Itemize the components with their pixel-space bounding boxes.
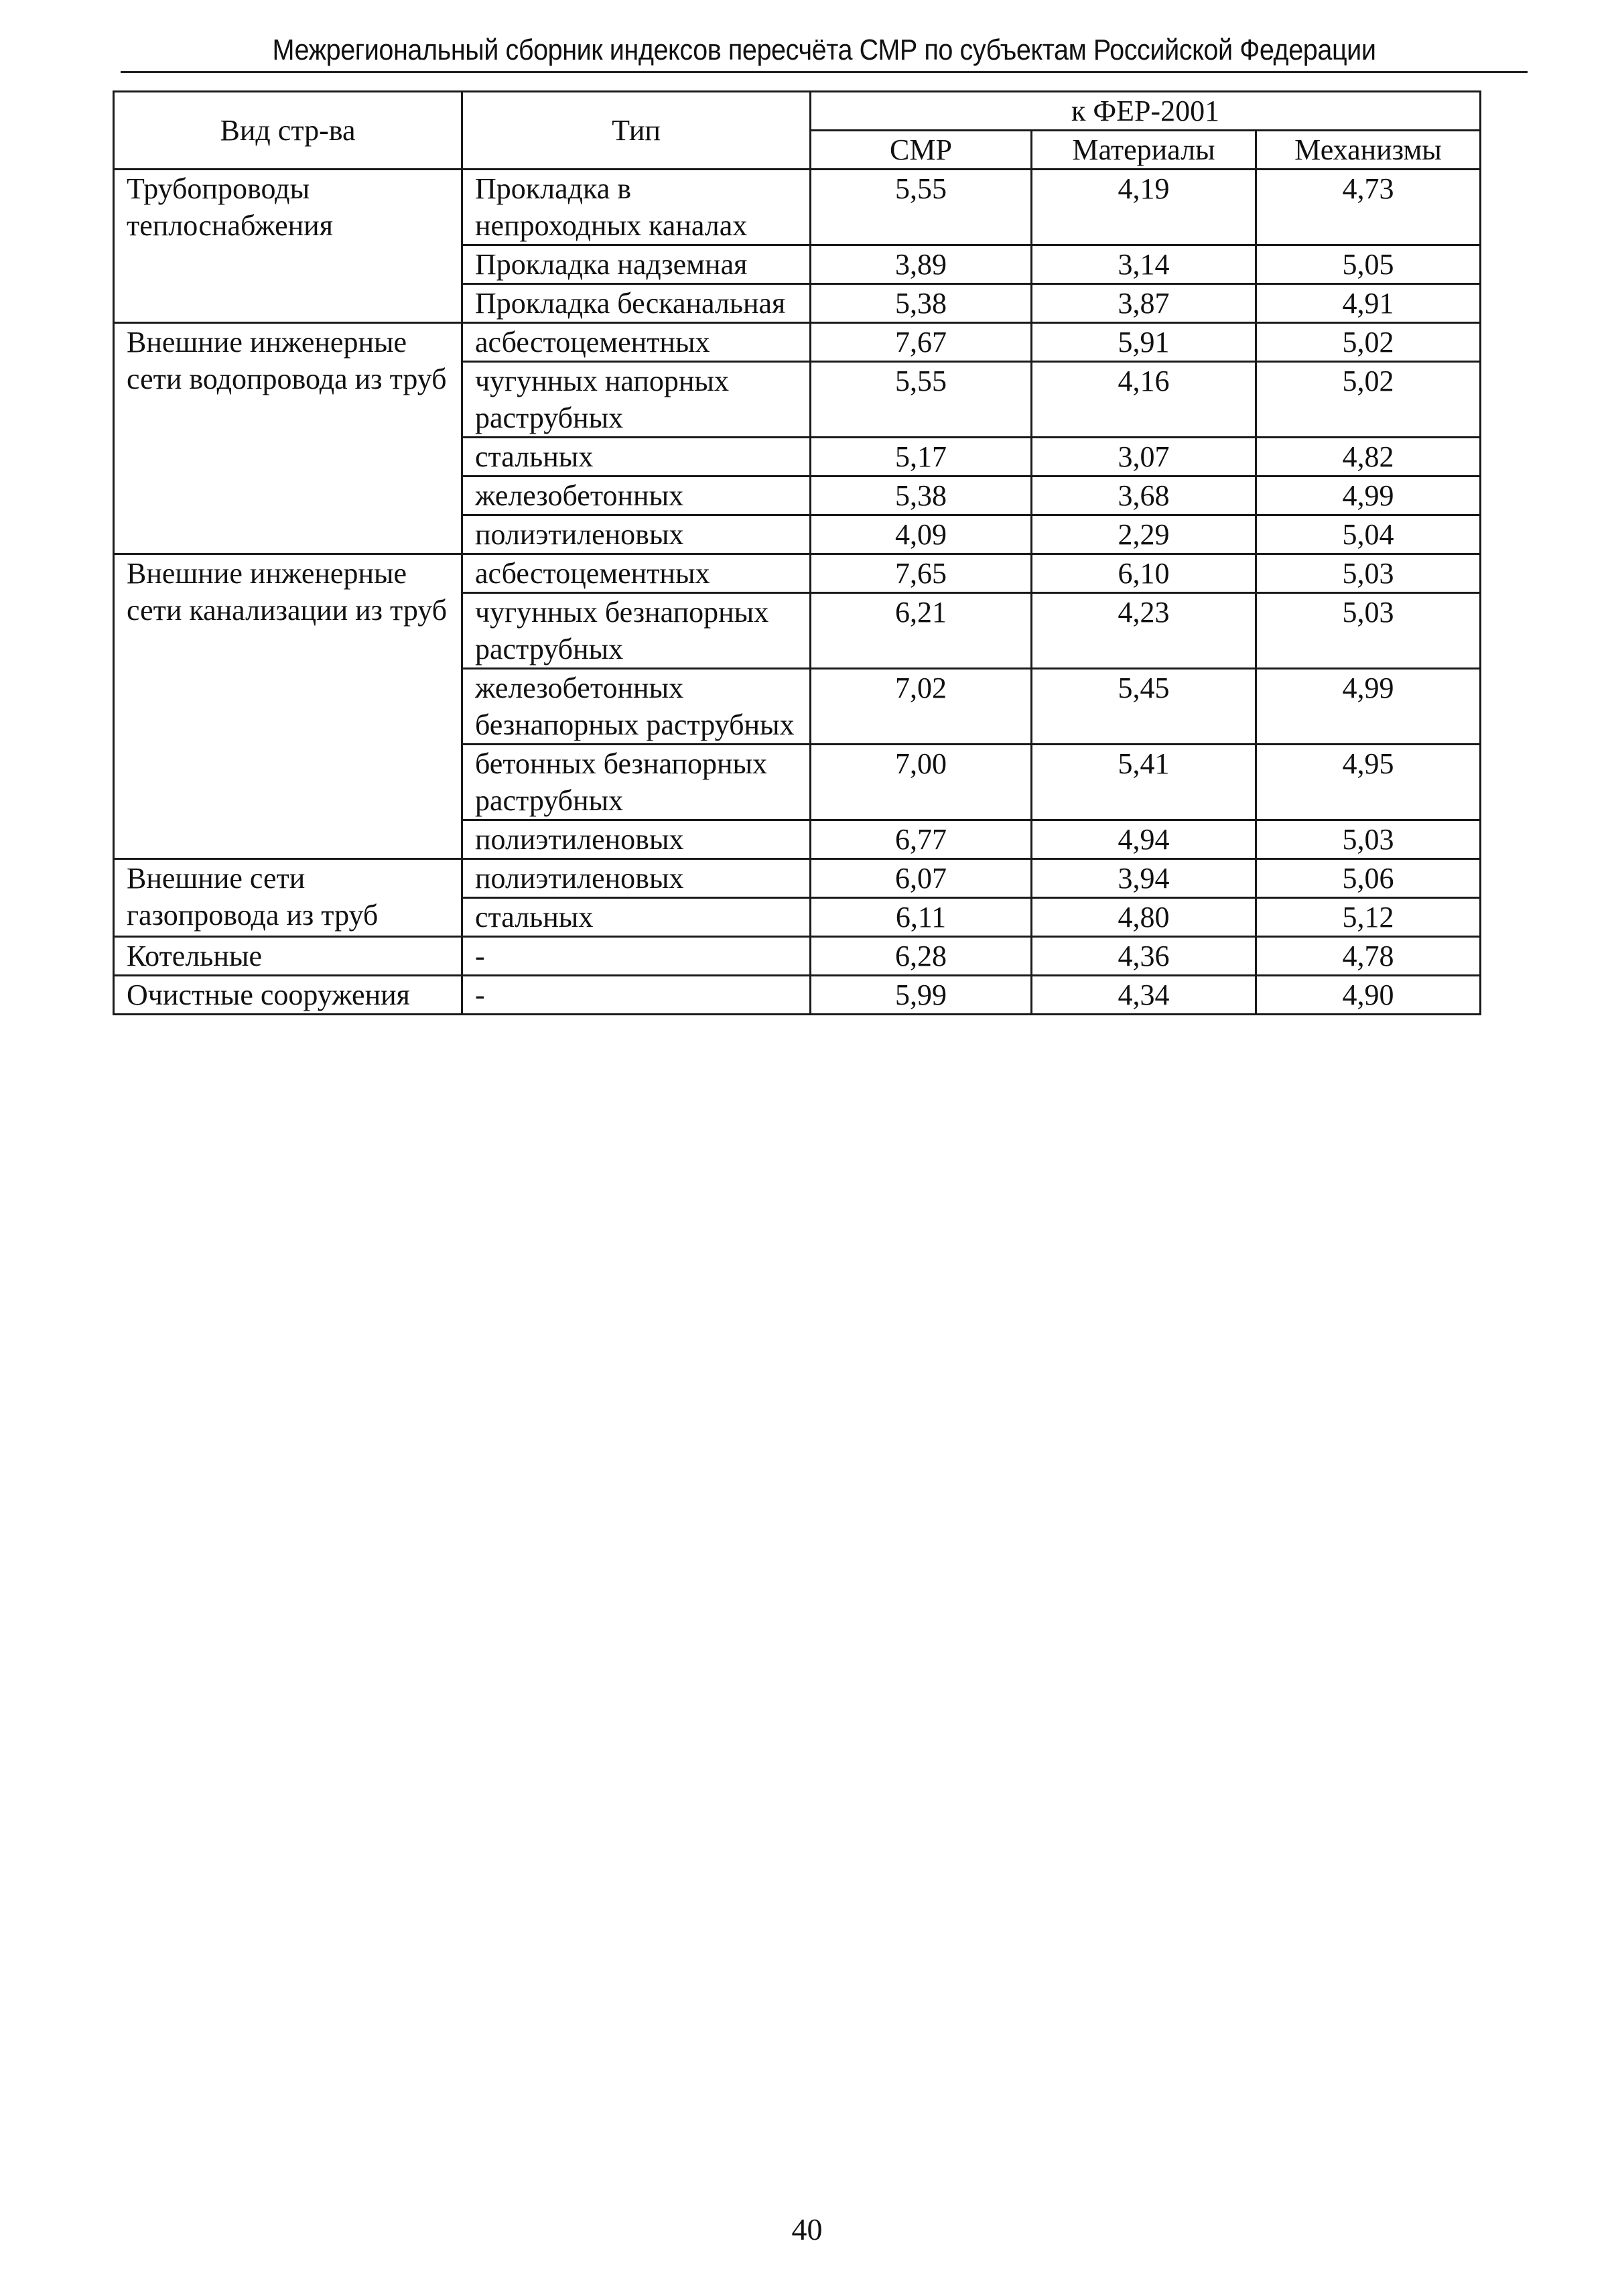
page-number: 40 [791,2212,823,2246]
table-row [114,170,1481,245]
materials-value-cell: 4,34 [1032,976,1256,1015]
table-row [114,859,1481,898]
mechanisms-value-cell: 4,78 [1256,937,1481,976]
mechanisms-value-cell: 5,12 [1256,898,1481,937]
type-cell: полиэтиленовых [462,515,811,554]
table-row [114,937,1481,976]
type-cell: асбестоцементных [462,554,811,593]
type-cell: железобетонных безнапорных раструбных [462,669,811,745]
type-cell: стальных [462,898,811,937]
materials-value-cell: 4,23 [1032,593,1256,669]
smr-value-cell: 6,28 [811,937,1032,976]
materials-value-cell: 5,45 [1032,669,1256,745]
materials-value-cell: 4,16 [1032,362,1256,438]
construction-type-cell: Внешние сети газопровода из труб [114,859,462,937]
type-cell: Прокладка бесканальная [462,284,811,323]
smr-value-cell: 6,77 [811,820,1032,859]
construction-type-cell: Котельные [114,937,462,976]
type-cell: асбестоцементных [462,323,811,362]
mechanisms-value-cell: 4,99 [1256,669,1481,745]
mechanisms-value-cell: 5,04 [1256,515,1481,554]
col-header-materials: Материалы [1032,131,1256,170]
smr-value-cell: 6,11 [811,898,1032,937]
smr-value-cell: 5,55 [811,362,1032,438]
table-row [114,323,1481,362]
col-header-tip: Тип [462,92,811,170]
table-row [114,554,1481,593]
smr-value-cell: 7,67 [811,323,1032,362]
construction-type-cell: Очистные сооружения [114,976,462,1015]
type-cell: стальных [462,438,811,476]
smr-value-cell: 5,99 [811,976,1032,1015]
materials-value-cell: 6,10 [1032,554,1256,593]
type-cell: железобетонных [462,476,811,515]
mechanisms-value-cell: 4,82 [1256,438,1481,476]
table-row [114,976,1481,1015]
smr-value-cell: 5,55 [811,170,1032,245]
smr-value-cell: 4,09 [811,515,1032,554]
materials-value-cell: 4,94 [1032,820,1256,859]
smr-value-cell: 7,00 [811,745,1032,820]
col-header-vid: Вид стр-ва [114,92,462,170]
mechanisms-value-cell: 4,90 [1256,976,1481,1015]
index-table [113,90,1481,1015]
type-cell: чугунных напорных раструбных [462,362,811,438]
header-rule [121,71,1528,73]
construction-type-cell: Внешние инженерные сети водопровода из труб [114,323,462,554]
type-cell: чугунных безнапорных раструбных [462,593,811,669]
smr-value-cell: 6,07 [811,859,1032,898]
smr-value-cell: 7,02 [811,669,1032,745]
smr-value-cell: 3,89 [811,245,1032,284]
materials-value-cell: 4,19 [1032,170,1256,245]
materials-value-cell: 5,41 [1032,745,1256,820]
materials-value-cell: 3,94 [1032,859,1256,898]
col-header-group: к ФЕР-2001 [811,92,1481,131]
construction-type-cell: Трубопроводы теплоснабжения [114,170,462,323]
materials-value-cell: 5,91 [1032,323,1256,362]
type-cell: Прокладка надземная [462,245,811,284]
type-cell: - [462,976,811,1015]
mechanisms-value-cell: 4,95 [1256,745,1481,820]
type-cell: Прокладка в непроходных каналах [462,170,811,245]
mechanisms-value-cell: 5,03 [1256,820,1481,859]
mechanisms-value-cell: 5,03 [1256,554,1481,593]
materials-value-cell: 3,68 [1032,476,1256,515]
materials-value-cell: 4,80 [1032,898,1256,937]
smr-value-cell: 5,38 [811,476,1032,515]
smr-value-cell: 7,65 [811,554,1032,593]
smr-value-cell: 6,21 [811,593,1032,669]
mechanisms-value-cell: 4,91 [1256,284,1481,323]
col-header-mechanisms: Механизмы [1256,131,1481,170]
mechanisms-value-cell: 5,05 [1256,245,1481,284]
type-cell: полиэтиленовых [462,859,811,898]
materials-value-cell: 3,14 [1032,245,1256,284]
mechanisms-value-cell: 5,02 [1256,323,1481,362]
col-header-smr: СМР [811,131,1032,170]
materials-value-cell: 3,07 [1032,438,1256,476]
table-body [114,170,1481,1015]
materials-value-cell: 2,29 [1032,515,1256,554]
mechanisms-value-cell: 4,73 [1256,170,1481,245]
smr-value-cell: 5,17 [811,438,1032,476]
type-cell: полиэтиленовых [462,820,811,859]
construction-type-cell: Внешние инженерные сети канализации из труб [114,554,462,859]
type-cell: бетонных безнапорных раструбных [462,745,811,820]
mechanisms-value-cell: 5,02 [1256,362,1481,438]
table-head [114,92,1481,170]
materials-value-cell: 3,87 [1032,284,1256,323]
type-cell: - [462,937,811,976]
mechanisms-value-cell: 4,99 [1256,476,1481,515]
materials-value-cell: 4,36 [1032,937,1256,976]
mechanisms-value-cell: 5,03 [1256,593,1481,669]
mechanisms-value-cell: 5,06 [1256,859,1481,898]
page-header-title: Межрегиональный сборник индексов пересчёта СМР по субъектам Российской Федерации [272,34,1376,66]
smr-value-cell: 5,38 [811,284,1032,323]
